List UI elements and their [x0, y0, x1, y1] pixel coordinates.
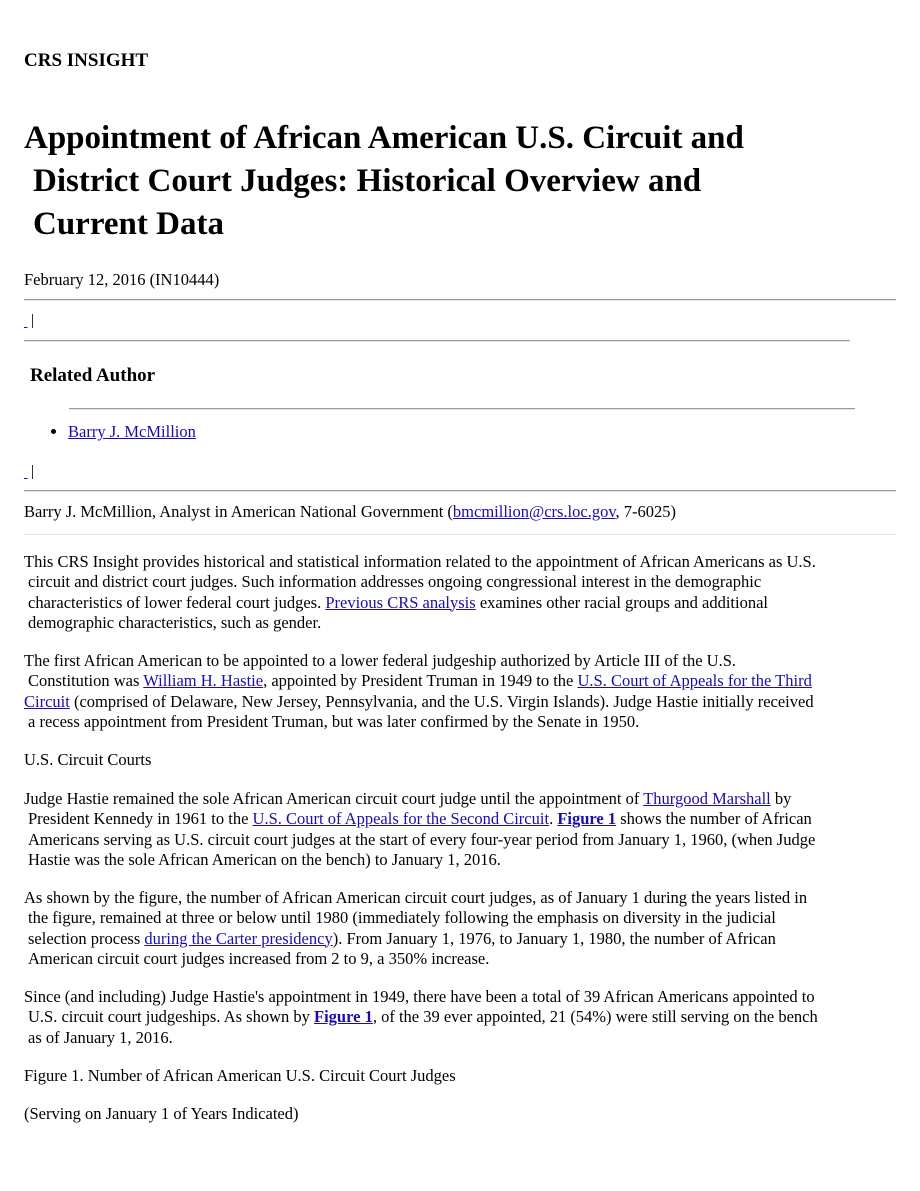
history-paragraph [24, 651, 896, 732]
text-line: Since (and including) Judge Hastie's appointment in 1949, there have been a total of 39 African Americans appointed to [24, 987, 815, 1006]
text-line: as of January 1, 2016. [28, 1027, 173, 1047]
trend-paragraph [24, 888, 896, 969]
divider [69, 408, 855, 410]
figure-1-link[interactable]: Figure 1 [314, 1007, 373, 1027]
previous-analysis-link[interactable]: Previous CRS analysis [325, 592, 476, 612]
text-line: circuit and district court judges. Such information addresses ongoing congressional interest in the demographic [28, 572, 762, 592]
second-circuit-link[interactable]: U.S. Court of Appeals for the Second Circuit [252, 809, 550, 829]
author-list [50, 422, 196, 442]
totals-paragraph [24, 987, 896, 1048]
hastie-link[interactable]: William H. Hastie [143, 671, 264, 691]
text-line: This CRS Insight provides historical and statistical information related to the appointment of African Americans as U.S. [24, 552, 816, 571]
third-circuit-link[interactable]: Circuit [24, 691, 70, 711]
divider [24, 490, 896, 492]
divider [24, 340, 850, 342]
related-author-heading: Related Author [30, 365, 156, 386]
text-line: American circuit court judges increased from 2 to 9, a 350% increase. [28, 948, 490, 968]
publication-date: February 12, 2016 (IN10444) [24, 270, 220, 289]
third-circuit-link[interactable]: U.S. Court of Appeals for the Third [577, 671, 812, 691]
text-line: U.S. circuit court judgeships. As shown by Figure 1, of the 39 ever appointed, 21 (54%) were still serving on the bench [28, 1007, 818, 1027]
circuit-paragraph [24, 789, 896, 870]
page-title [24, 117, 896, 246]
list-item [68, 422, 196, 442]
section-anchor-link[interactable] [24, 314, 33, 331]
divider [24, 534, 896, 535]
byline-text: Barry J. McMillion, Analyst in American National Government ( [24, 502, 453, 521]
carter-presidency-link[interactable]: during the Carter presidency [144, 928, 333, 948]
text-line: Circuit (comprised of Delaware, New Jersey, Pennsylvania, and the U.S. Virgin Islands). Judge Hastie initially received [24, 691, 814, 711]
figure-caption: Figure 1. Number of African American U.S. Circuit Court Judges [24, 1066, 456, 1085]
report-type-label: CRS INSIGHT [24, 50, 149, 71]
text-line: demographic characteristics, such as gender. [28, 612, 322, 632]
title-line: Appointment of African American U.S. Circuit and [24, 120, 744, 156]
figure-subcaption: (Serving on January 1 of Years Indicated) [24, 1104, 299, 1123]
author-link[interactable]: Barry J. McMillion [68, 422, 196, 441]
author-byline [24, 502, 676, 522]
text-line: As shown by the figure, the number of African American circuit court judges, as of January 1 during the years listed in [24, 888, 808, 907]
section-heading: U.S. Circuit Courts [24, 750, 152, 769]
divider [24, 299, 896, 301]
text-line: the figure, remained at three or below until 1980 (immediately following the emphasis on diversity in the judicial [28, 908, 776, 928]
intro-paragraph [24, 552, 896, 633]
text-line: Constitution was William H. Hastie, appointed by President Truman in 1949 to the U.S. Court of Appeals for the Third [28, 671, 812, 691]
marshall-link[interactable]: Thurgood Marshall [643, 789, 771, 808]
text-line: Hastie was the sole African American on the bench) to January 1, 2016. [28, 849, 501, 869]
text-line: selection process during the Carter presidency). From January 1, 1976, to January 1, 1980, the number of African [28, 928, 776, 948]
text-line: President Kennedy in 1961 to the U.S. Court of Appeals for the Second Circuit. Figure 1 shows the number of African [28, 809, 812, 829]
author-email-link[interactable]: bmcmillion@crs.loc.gov [452, 502, 616, 521]
title-line: Current Data [33, 206, 224, 242]
text-line: Americans serving as U.S. circuit court judges at the start of every four-year period from January 1, 1960, (when Judge [28, 829, 816, 849]
text-line: The first African American to be appointed to a lower federal judgeship authorized by Article III of the U.S. [24, 651, 737, 670]
byline-text: , 7-6025) [615, 502, 677, 521]
text-line: Judge Hastie remained the sole African American circuit court judge until the appointment of Thurgood Marshall by [24, 789, 792, 808]
text-line: a recess appointment from President Truman, but was later confirmed by the Senate in 1950. [28, 711, 640, 731]
title-line: District Court Judges: Historical Overview and [33, 163, 702, 199]
section-anchor-link[interactable] [24, 465, 33, 482]
text-line: characteristics of lower federal court judges. Previous CRS analysis examines other racial groups and additional [28, 592, 769, 612]
figure-1-link[interactable]: Figure 1 [557, 809, 617, 829]
